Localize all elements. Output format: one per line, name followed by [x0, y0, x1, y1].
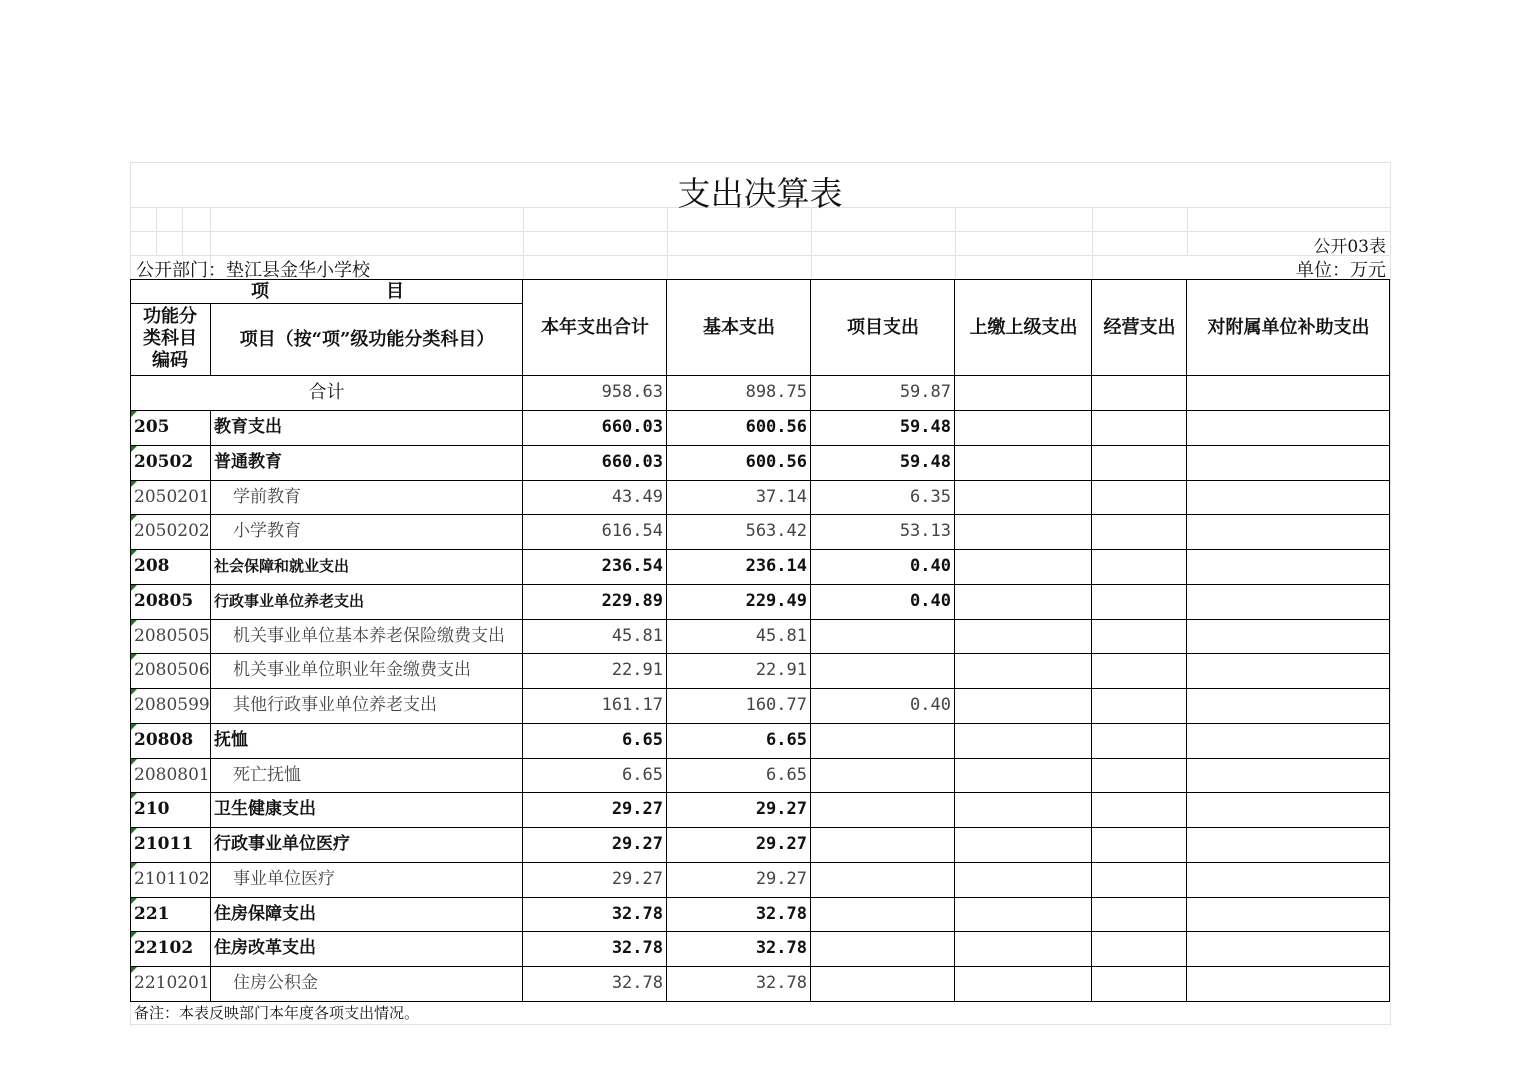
header-subsidiary: 对附属单位补助支出: [1207, 316, 1370, 338]
row-name: 机关事业单位基本养老保险缴费支出: [233, 625, 505, 646]
row-total: 32.78: [611, 903, 663, 924]
department-label: 公开部门：垫江县金华小学校: [136, 260, 370, 281]
table-row: [130, 480, 1390, 515]
header-code-line2: 类科目: [143, 328, 197, 349]
row-basic: 37.14: [755, 486, 807, 507]
table-row: [130, 931, 1390, 966]
table-note: 备注：本表反映部门本年度各项支出情况。: [134, 1004, 420, 1022]
table-row: [130, 966, 1390, 1001]
row-code: 21011: [134, 834, 194, 854]
row-code: 22102: [134, 938, 194, 959]
gridline: [130, 231, 1390, 232]
row-project: [811, 966, 951, 1001]
row-name: 教育支出: [214, 417, 282, 437]
row-name: 事业单位医疗: [233, 868, 335, 889]
header-item-b: 目: [386, 280, 404, 302]
table-row: [130, 549, 1390, 584]
row-project: 0.40: [910, 556, 951, 576]
row-total: 236.54: [601, 556, 663, 576]
row-name: 住房改革支出: [214, 938, 316, 959]
row-name: 其他行政事业单位养老支出: [233, 695, 437, 715]
row-project: [811, 653, 951, 688]
header-code-line3: 编码: [152, 350, 188, 371]
header-total: 本年支出合计: [541, 316, 649, 338]
page-title: 支出决算表: [677, 174, 843, 213]
row-project: [811, 862, 951, 897]
row-basic: 229.49: [745, 590, 807, 611]
header-superior: 上缴上级支出: [969, 316, 1078, 338]
row-basic: 22.91: [755, 660, 807, 681]
row-code: 20808: [134, 729, 194, 750]
header-item-a: 项: [251, 280, 269, 302]
row-basic: 563.42: [745, 521, 807, 542]
header-business: 经营支出: [1103, 316, 1176, 338]
row-total: 616.54: [601, 521, 663, 542]
row-project: [811, 792, 951, 827]
row-project: 6.35: [910, 486, 951, 507]
row-name: 机关事业单位职业年金缴费支出: [233, 660, 471, 681]
row-name: 行政事业单位医疗: [214, 834, 350, 854]
header-basic: 基本支出: [703, 316, 775, 338]
row-code: 2080505: [134, 625, 210, 646]
row-name: 死亡抚恤: [233, 764, 301, 785]
row-total: 161.17: [601, 695, 663, 715]
row-project: [811, 758, 951, 793]
table-row: [130, 514, 1390, 549]
row-project: [811, 827, 951, 862]
row-code: 20502: [134, 451, 194, 472]
row-total: 29.27: [611, 799, 663, 820]
table-row: [130, 792, 1390, 827]
total-basic: 898.75: [745, 382, 807, 402]
row-code: 2080599: [134, 695, 210, 715]
row-total: 32.78: [611, 973, 663, 993]
row-basic: 45.81: [755, 625, 807, 646]
row-basic: 236.14: [745, 556, 807, 576]
row-project: [811, 897, 951, 932]
row-name: 卫生健康支出: [214, 799, 316, 820]
table-row: [130, 723, 1390, 758]
row-total: 229.89: [601, 590, 663, 611]
row-total: 6.65: [622, 729, 663, 750]
row-code: 221: [134, 903, 170, 924]
row-basic: 29.27: [755, 868, 807, 889]
row-project: 59.48: [899, 451, 951, 472]
gridline: [667, 207, 668, 279]
row-total: 660.03: [601, 451, 663, 472]
row-basic: 32.78: [755, 973, 807, 993]
row-total: 29.27: [611, 834, 663, 854]
row-code: 208: [134, 556, 170, 576]
row-basic: 32.78: [755, 938, 807, 959]
row-total: 29.27: [611, 868, 663, 889]
row-project: 0.40: [910, 695, 951, 715]
row-code: 2210201: [134, 973, 210, 993]
row-name: 行政事业单位养老支出: [214, 591, 365, 610]
row-name: 学前教育: [233, 486, 301, 507]
row-basic: 160.77: [745, 695, 807, 715]
gridline: [955, 207, 956, 279]
gridline: [523, 207, 524, 279]
form-number: 公开03表: [1313, 237, 1386, 257]
row-total: 22.91: [611, 660, 663, 681]
row-basic: 29.27: [755, 834, 807, 854]
header-name: 项目（按“项”级功能分类科目）: [239, 328, 495, 350]
gridline: [1390, 162, 1391, 1026]
row-project: 59.48: [899, 417, 951, 437]
row-project: [811, 619, 951, 654]
total-amount: 958.63: [601, 382, 663, 402]
header-project: 项目支出: [847, 316, 919, 338]
row-name: 住房保障支出: [214, 903, 316, 924]
table-row: [130, 862, 1390, 897]
row-basic: 600.56: [745, 417, 807, 437]
row-basic: 6.65: [766, 764, 807, 785]
row-code: 210: [134, 799, 170, 820]
row-total: 43.49: [611, 486, 663, 507]
table-row: [130, 897, 1390, 932]
row-total: 32.78: [611, 938, 663, 959]
row-code: 20805: [134, 590, 194, 611]
row-name: 小学教育: [233, 521, 301, 542]
gridline: [130, 1024, 1390, 1025]
table-row: [130, 827, 1390, 862]
expenditure-table-sheet: [130, 162, 1390, 1026]
gridline: [1092, 207, 1093, 279]
row-name: 普通教育: [214, 451, 282, 472]
gridline: [811, 207, 812, 279]
row-code: 205: [134, 417, 170, 437]
row-basic: 6.65: [766, 729, 807, 750]
gridline: [130, 162, 1390, 163]
row-code: 2050202: [134, 521, 210, 542]
row-name: 社会保障和就业支出: [214, 557, 350, 575]
table-row: [130, 653, 1390, 688]
row-total: 45.81: [611, 625, 663, 646]
total-label: 合计: [308, 382, 345, 403]
total-project: 59.87: [899, 382, 951, 402]
header-code-line1: 功能分: [143, 306, 197, 327]
table-row: [130, 584, 1390, 619]
unit-label: 单位：万元: [1296, 260, 1386, 281]
table-row: [130, 445, 1390, 480]
row-code: 2080801: [134, 764, 210, 785]
row-project: [811, 931, 951, 966]
table-row: [130, 758, 1390, 793]
row-code: 2050201: [134, 486, 210, 507]
row-total: 6.65: [622, 764, 663, 785]
row-name: 住房公积金: [233, 973, 318, 993]
table-row: [130, 410, 1390, 445]
row-project: [811, 723, 951, 758]
row-name: 抚恤: [214, 729, 248, 750]
row-total: 660.03: [601, 417, 663, 437]
row-code: 2080506: [134, 660, 210, 681]
row-project: 0.40: [910, 590, 951, 611]
row-project: 53.13: [899, 521, 951, 542]
row-basic: 32.78: [755, 903, 807, 924]
row-code: 2101102: [134, 868, 210, 889]
row-basic: 600.56: [745, 451, 807, 472]
table-row: [130, 619, 1390, 654]
table-row: [130, 688, 1390, 723]
row-basic: 29.27: [755, 799, 807, 820]
